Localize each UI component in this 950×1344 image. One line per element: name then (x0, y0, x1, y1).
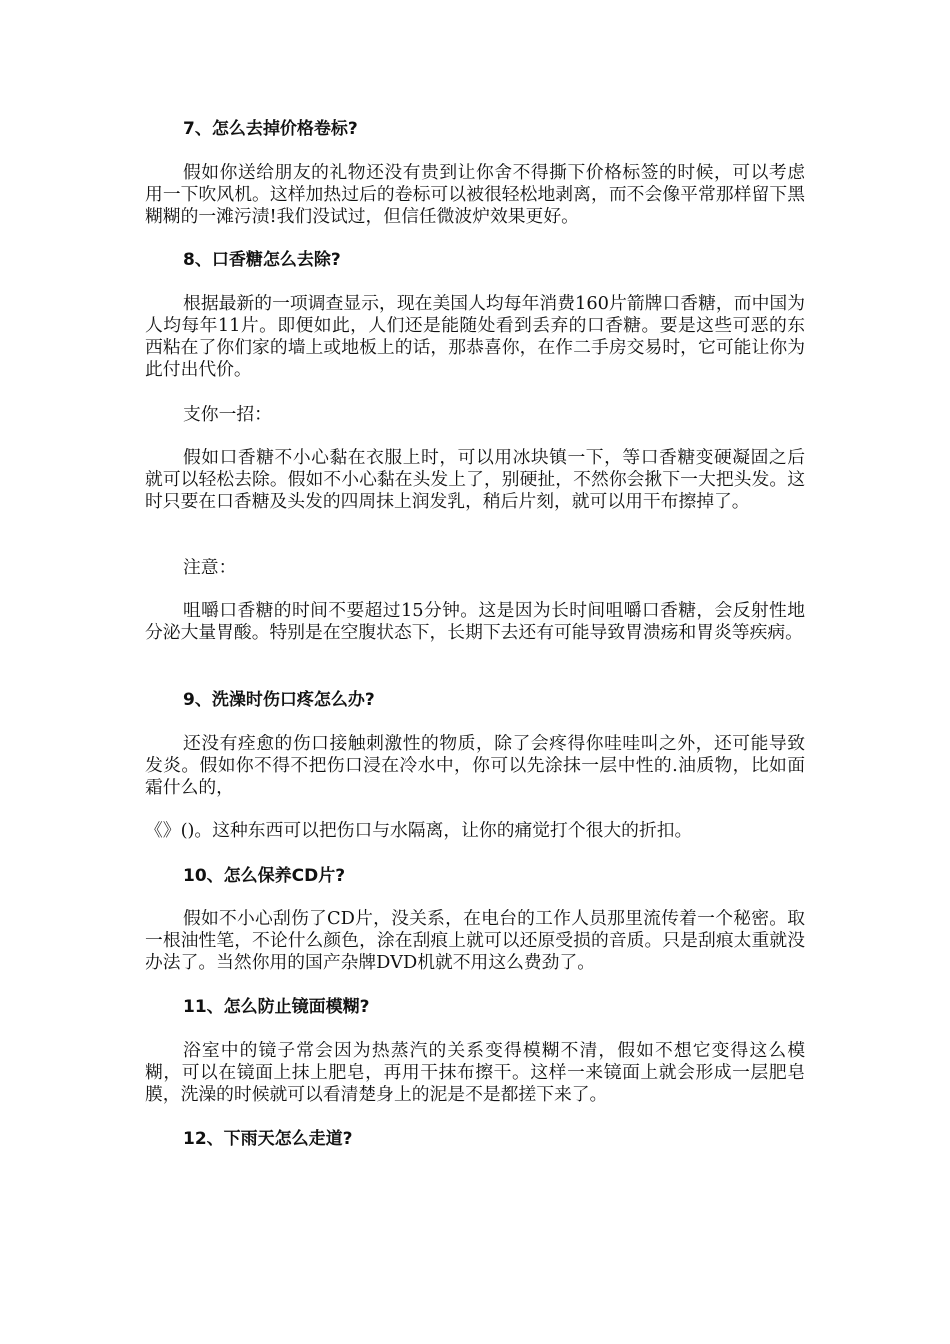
section-heading-11: 11、怎么防止镜面模糊? (183, 997, 370, 1017)
section-heading-9: 9、洗澡时伤口疼怎么办? (183, 690, 375, 710)
section-10-paragraph: 假如不小心刮伤了CD片，没关系，在电台的工作人员那里流传着一个秘密。取一根油性笔，不论什么颜色，涂在刮痕上就可以还原受损的音质。只是刮痕太重就没办法了。当然你用的国产杂牌DVD机就不用这么费劲了。 (145, 908, 805, 973)
section-heading-7: 7、怎么去掉价格卷标? (183, 119, 358, 139)
section-8-paragraph-1: 根据最新的一项调查显示，现在美国人均每年消费160片箭牌口香糖，而中国为人均每年11片。即便如此，人们还是能随处看到丢弃的口香糖。要是这些可恶的东西粘在了你们家的墙上或地板上的话，那恭喜你，在作二手房交易时，它可能让你为此付出代价。 (145, 293, 805, 380)
section-9-paragraph-2: 《》()。这种东西可以把伤口与水隔离，让你的痛觉打个很大的折扣。 (145, 820, 693, 841)
section-7-paragraph: 假如你送给朋友的礼物还没有贵到让你舍不得撕下价格标签的时候，可以考虑用一下吹风机。这样加热过后的卷标可以被很轻松地剥离，而不会像平常那样留下黑糊糊的一滩污渍!我们没试过，但信任微波炉效果更好。 (145, 162, 805, 227)
section-9-paragraph-1: 还没有痊愈的伤口接触刺激性的物质，除了会疼得你哇哇叫之外，还可能导致发炎。假如你不得不把伤口浸在冷水中，你可以先涂抹一层中性的.油质物，比如面霜什么的， (145, 733, 805, 798)
section-8-note-label: 注意： (183, 557, 237, 578)
section-heading-12: 12、下雨天怎么走道? (183, 1129, 353, 1149)
section-heading-10: 10、怎么保养CD片? (183, 866, 346, 886)
section-8-tip-label: 支你一招： (183, 404, 272, 425)
section-8-paragraph-3: 咀嚼口香糖的时间不要超过15分钟。这是因为长时间咀嚼口香糖，会反射性地分泌大量胃酸。特别是在空腹状态下，长期下去还有可能导致胃溃疡和胃炎等疾病。 (145, 600, 805, 643)
section-11-paragraph: 浴室中的镜子常会因为热蒸汽的关系变得模糊不清，假如不想它变得这么模糊，可以在镜面上抹上肥皂，再用干抹布擦干。这样一来镜面上就会形成一层肥皂膜，洗澡的时候就可以看清楚身上的泥是不是都搓下来了。 (145, 1040, 805, 1105)
section-8-paragraph-2: 假如口香糖不小心黏在衣服上时，可以用冰块镇一下，等口香糖变硬凝固之后就可以轻松去除。假如不小心黏在头发上了，别硬扯，不然你会揪下一大把头发。这时只要在口香糖及头发的四周抹上润发乳，稍后片刻，就可以用干布擦掉了。 (145, 447, 805, 512)
section-heading-8: 8、口香糖怎么去除? (183, 250, 341, 270)
